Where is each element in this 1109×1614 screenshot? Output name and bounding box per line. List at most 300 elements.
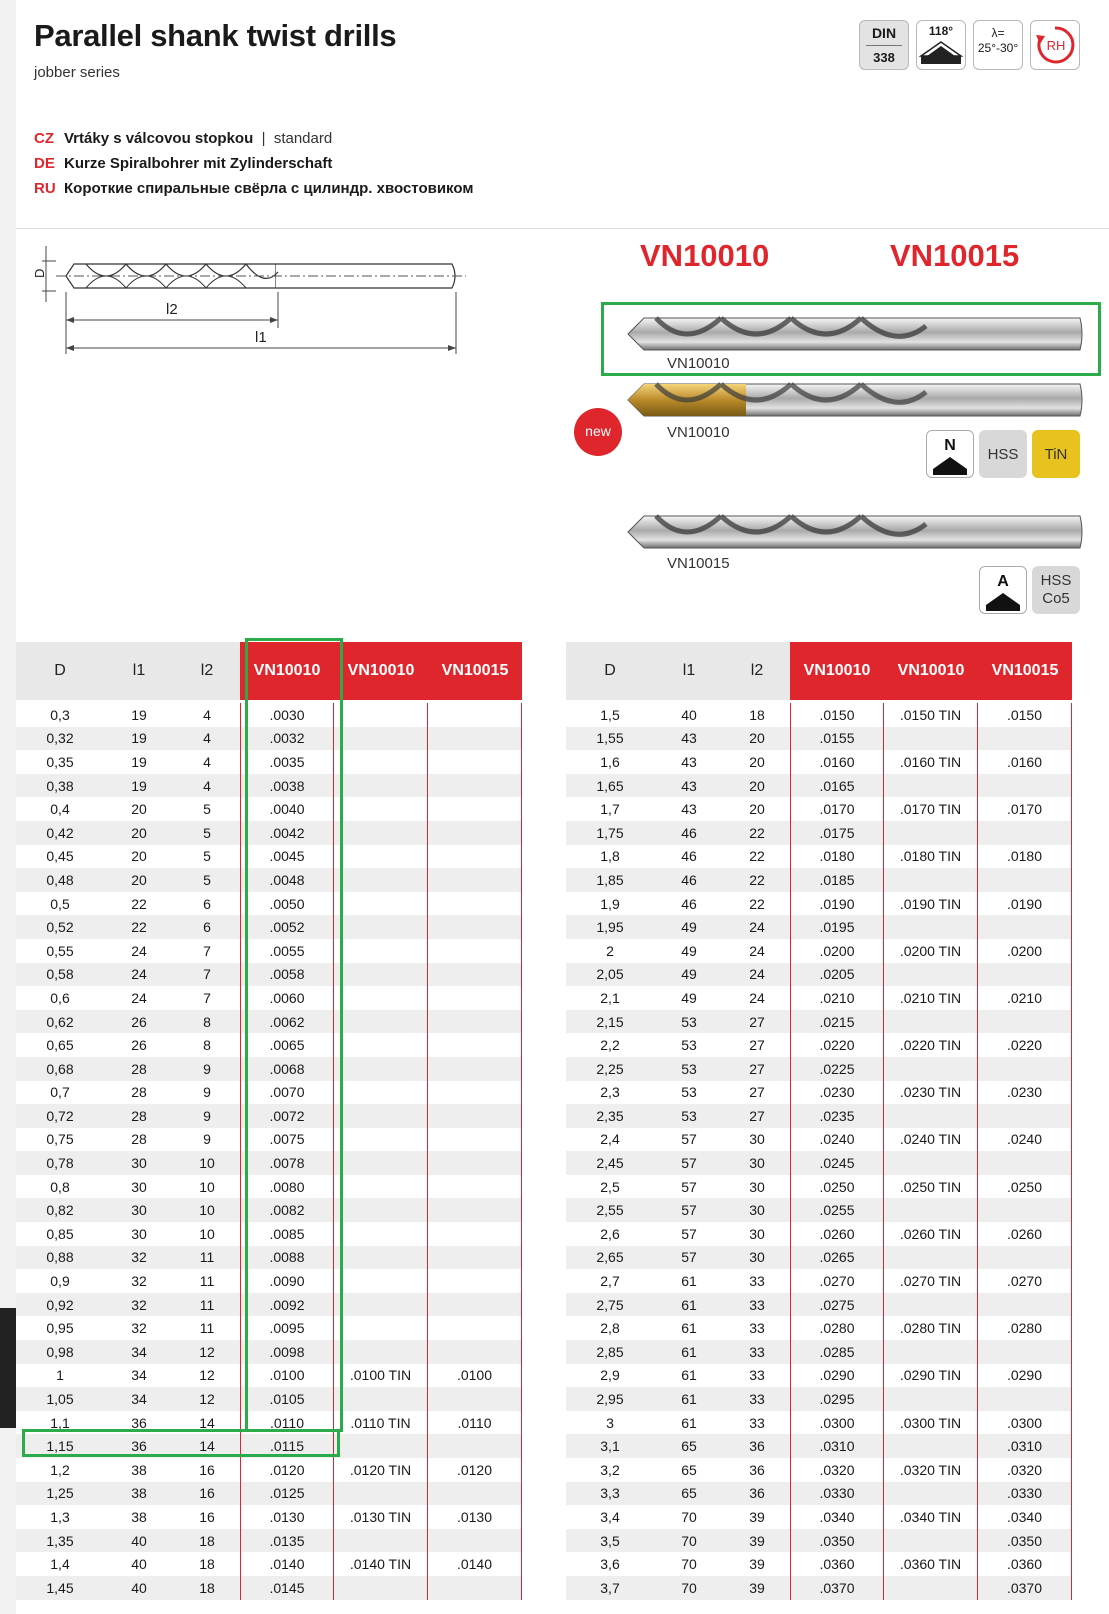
table-cell: 20: [749, 730, 765, 747]
table-cell: 22: [749, 871, 765, 888]
table-cell: 0,48: [46, 871, 74, 888]
table-cell: .0310: [790, 1434, 884, 1458]
table-cell: 57: [681, 1202, 697, 1219]
table-cell: 49: [681, 919, 697, 936]
table-cell: [978, 1057, 1072, 1081]
svg-text:RH: RH: [1046, 38, 1066, 53]
table-cell: 0,6: [50, 989, 70, 1006]
table-cell: .0050: [240, 892, 334, 916]
table-cell: 24: [749, 989, 765, 1006]
product-code-vn10015: VN10015: [890, 238, 1020, 273]
table-row: [16, 1576, 522, 1600]
table-cell: 27: [749, 1060, 765, 1077]
table-cell: [334, 797, 428, 821]
table-cell: [334, 1529, 428, 1553]
table-cell: 0,82: [46, 1202, 74, 1219]
table-cell: [884, 868, 978, 892]
table-row: [566, 703, 1072, 727]
table-cell: 2,5: [600, 1178, 620, 1195]
table-cell: [334, 1198, 428, 1222]
table-row: [566, 1387, 1072, 1411]
spec-badges: [859, 20, 1080, 70]
table-cell: 1,5: [600, 706, 620, 723]
svg-text:l2: l2: [166, 301, 178, 318]
table-cell: 1,65: [596, 777, 624, 794]
table-cell: .0120 TIN: [334, 1458, 428, 1482]
table-cell: 28: [131, 1131, 147, 1148]
table-row: [566, 892, 1072, 916]
rotation-badge: [1030, 20, 1080, 70]
table-cell: 27: [749, 1037, 765, 1054]
table-cell: .0030: [240, 703, 334, 727]
table-cell: 1,4: [50, 1556, 70, 1573]
table-cell: [884, 1151, 978, 1175]
table-cell: 34: [131, 1343, 147, 1360]
table-cell: 18: [199, 1579, 215, 1596]
table-cell: [428, 821, 522, 845]
table-cell: .0340: [978, 1505, 1072, 1529]
drill-caption-1: VN10010: [667, 355, 730, 372]
table-cell: .0032: [240, 727, 334, 751]
table-cell: [884, 1434, 978, 1458]
table-cell: 7: [203, 989, 211, 1006]
table-cell: 65: [681, 1485, 697, 1502]
table-cell: 0,52: [46, 919, 74, 936]
material-badges-2: [979, 566, 1080, 614]
drill-dimension-diagram: [26, 242, 466, 367]
table-cell: .0055: [240, 939, 334, 963]
table-cell: 14: [199, 1438, 215, 1455]
table-cell: 6: [203, 895, 211, 912]
table-cell: 18: [199, 1556, 215, 1573]
table-cell: [334, 1151, 428, 1175]
table-cell: 3,2: [600, 1461, 620, 1478]
table-cell: 43: [681, 801, 697, 818]
table-cell: .0100: [240, 1364, 334, 1388]
table-cell: [334, 1316, 428, 1340]
table-cell: 2,75: [596, 1296, 624, 1313]
table-cell: 2,35: [596, 1107, 624, 1124]
table-cell: 2,9: [600, 1367, 620, 1384]
table-row: [566, 1222, 1072, 1246]
table-cell: 70: [681, 1579, 697, 1596]
table-cell: 1,75: [596, 824, 624, 841]
table-cell: [884, 1010, 978, 1034]
table-cell: 57: [681, 1249, 697, 1266]
new-badge: new: [574, 408, 622, 456]
table-cell: 33: [749, 1273, 765, 1290]
table-cell: .0340: [790, 1505, 884, 1529]
table-cell: .0170 TIN: [884, 797, 978, 821]
table-cell: .0250 TIN: [884, 1175, 978, 1199]
table-cell: .0210: [790, 986, 884, 1010]
table-cell: 7: [203, 942, 211, 959]
table-cell: .0150: [978, 703, 1072, 727]
table-cell: .0080: [240, 1175, 334, 1199]
table-cell: [884, 774, 978, 798]
table-cell: 3,4: [600, 1508, 620, 1525]
table-cell: [884, 1576, 978, 1600]
table-cell: .0048: [240, 868, 334, 892]
table-cell: [428, 1151, 522, 1175]
table-header: [566, 642, 1072, 700]
table-cell: 10: [199, 1202, 215, 1219]
lang-code: DE: [34, 155, 55, 172]
drill-image-tin: [626, 378, 1084, 422]
table-cell: 61: [681, 1391, 697, 1408]
table-cell: 2,7: [600, 1273, 620, 1290]
table-cell: [334, 1482, 428, 1506]
table-cell: .0195: [790, 915, 884, 939]
table-cell: 3: [606, 1414, 614, 1431]
table-cell: [884, 1529, 978, 1553]
table-cell: 24: [131, 989, 147, 1006]
table-cell: 0,9: [50, 1273, 70, 1290]
table-cell: 33: [749, 1414, 765, 1431]
lang-code: RU: [34, 180, 56, 197]
table-cell: .0150 TIN: [884, 703, 978, 727]
table-cell: 61: [681, 1414, 697, 1431]
table-cell: .0160: [790, 750, 884, 774]
table-cell: 14: [199, 1414, 215, 1431]
table-cell: 1,6: [600, 753, 620, 770]
column-header: l2: [750, 662, 764, 679]
table-cell: 0,45: [46, 848, 74, 865]
table-cell: .0065: [240, 1033, 334, 1057]
table-cell: 1,05: [46, 1391, 74, 1408]
table-cell: 0,5: [50, 895, 70, 912]
table-cell: 0,65: [46, 1037, 74, 1054]
table-cell: [334, 1104, 428, 1128]
table-cell: 1: [56, 1367, 64, 1384]
table-cell: 70: [681, 1556, 697, 1573]
table-cell: [978, 1293, 1072, 1317]
table-cell: .0270 TIN: [884, 1269, 978, 1293]
table-cell: [428, 727, 522, 751]
table-cell: 28: [131, 1060, 147, 1077]
table-cell: 33: [749, 1367, 765, 1384]
column-header: l1: [132, 662, 146, 679]
table-cell: 0,4: [50, 801, 70, 818]
table-cell: .0330: [978, 1482, 1072, 1506]
table-cell: [334, 1293, 428, 1317]
table-cell: 30: [749, 1249, 765, 1266]
table-cell: [884, 1057, 978, 1081]
table-cell: 24: [131, 942, 147, 959]
table-cell: .0205: [790, 963, 884, 987]
table-cell: [428, 1104, 522, 1128]
table-cell: [334, 1340, 428, 1364]
page-title: Parallel shank twist drills: [34, 18, 397, 53]
table-cell: 2,05: [596, 966, 624, 983]
material-badges-1: [926, 430, 1080, 478]
din-badge: DIN 338: [859, 20, 909, 70]
table-cell: 61: [681, 1320, 697, 1337]
table-cell: .0320 TIN: [884, 1458, 978, 1482]
table-cell: .0040: [240, 797, 334, 821]
drill-caption-2: VN10010: [667, 424, 730, 441]
table-row: [566, 797, 1072, 821]
table-cell: 57: [681, 1131, 697, 1148]
highlight-row-1-15: [22, 1429, 340, 1457]
table-cell: 1,95: [596, 919, 624, 936]
table-cell: 40: [131, 1579, 147, 1596]
column-header: D: [604, 662, 616, 679]
table-cell: .0265: [790, 1246, 884, 1270]
table-cell: [978, 727, 1072, 751]
table-cell: .0088: [240, 1246, 334, 1270]
table-cell: 0,88: [46, 1249, 74, 1266]
table-cell: .0068: [240, 1057, 334, 1081]
table-cell: .0135: [240, 1529, 334, 1553]
column-header: VN10015: [428, 642, 522, 700]
table-cell: [884, 1340, 978, 1364]
table-cell: 0,42: [46, 824, 74, 841]
table-cell: .0210: [978, 986, 1072, 1010]
table-cell: 1,8: [600, 848, 620, 865]
table-cell: 8: [203, 1013, 211, 1030]
highlight-column-vn10010: [245, 638, 343, 1432]
table-cell: .0045: [240, 845, 334, 869]
table-cell: [428, 1576, 522, 1600]
table-cell: .0295: [790, 1387, 884, 1411]
table-cell: 28: [131, 1107, 147, 1124]
column-header: VN10010: [884, 642, 978, 700]
table-cell: [428, 1081, 522, 1105]
table-cell: .0090: [240, 1269, 334, 1293]
table-cell: .0100 TIN: [334, 1364, 428, 1388]
table-cell: [334, 1387, 428, 1411]
table-cell: [334, 1246, 428, 1270]
table-cell: .0360: [790, 1552, 884, 1576]
table-cell: 5: [203, 801, 211, 818]
table-cell: 0,78: [46, 1155, 74, 1172]
table-cell: 30: [749, 1155, 765, 1172]
table-cell: .0098: [240, 1340, 334, 1364]
table-cell: 16: [199, 1461, 215, 1478]
table-cell: .0250: [790, 1175, 884, 1199]
table-cell: .0042: [240, 821, 334, 845]
table-cell: 2,8: [600, 1320, 620, 1337]
table-cell: .0230 TIN: [884, 1081, 978, 1105]
point-angle-icon: [917, 38, 965, 66]
table-cell: .0240: [790, 1128, 884, 1152]
table-cell: .0140 TIN: [334, 1552, 428, 1576]
table-cell: .0140: [428, 1552, 522, 1576]
table-cell: .0370: [978, 1576, 1072, 1600]
table-cell: [884, 1246, 978, 1270]
table-cell: [428, 1222, 522, 1246]
table-cell: [428, 963, 522, 987]
table-row: [566, 1198, 1072, 1222]
table-cell: .0300: [790, 1411, 884, 1435]
lang-text: Vrtáky s válcovou stopkou: [64, 130, 254, 147]
table-cell: 33: [749, 1320, 765, 1337]
table-cell: 9: [203, 1084, 211, 1101]
table-cell: 2,25: [596, 1060, 624, 1077]
table-cell: [428, 1033, 522, 1057]
table-cell: .0235: [790, 1104, 884, 1128]
table-cell: .0100: [428, 1364, 522, 1388]
table-row: [566, 1340, 1072, 1364]
table-cell: 2,4: [600, 1131, 620, 1148]
table-row: [566, 750, 1072, 774]
table-cell: 53: [681, 1060, 697, 1077]
table-cell: 33: [749, 1343, 765, 1360]
table-cell: .0062: [240, 1010, 334, 1034]
table-cell: 26: [131, 1013, 147, 1030]
table-cell: [334, 939, 428, 963]
table-cell: .0120: [240, 1458, 334, 1482]
table-cell: 12: [199, 1367, 215, 1384]
table-cell: .0330: [790, 1482, 884, 1506]
table-cell: .0130: [428, 1505, 522, 1529]
table-cell: 1,55: [596, 730, 624, 747]
table-row: [566, 1151, 1072, 1175]
table-cell: .0285: [790, 1340, 884, 1364]
table-cell: 57: [681, 1155, 697, 1172]
table-row: [566, 868, 1072, 892]
table-cell: 1,1: [50, 1414, 70, 1431]
table-row: [566, 1128, 1072, 1152]
table-cell: [428, 915, 522, 939]
table-cell: .0085: [240, 1222, 334, 1246]
table-cell: 11: [199, 1249, 215, 1266]
table-cell: .0320: [978, 1458, 1072, 1482]
table-cell: 61: [681, 1296, 697, 1313]
table-cell: [428, 1010, 522, 1034]
table-row: [566, 845, 1072, 869]
table-cell: 26: [131, 1037, 147, 1054]
table-cell: [884, 1387, 978, 1411]
table-cell: [334, 1057, 428, 1081]
table-row: [566, 1057, 1072, 1081]
table-cell: .0130 TIN: [334, 1505, 428, 1529]
table-cell: [334, 1576, 428, 1600]
table-cell: 38: [131, 1508, 147, 1525]
table-row: [566, 1482, 1072, 1506]
table-cell: .0360 TIN: [884, 1552, 978, 1576]
table-cell: 30: [131, 1178, 147, 1195]
table-cell: 5: [203, 848, 211, 865]
table-cell: 65: [681, 1438, 697, 1455]
column-header: D: [54, 662, 66, 679]
table-cell: 22: [131, 895, 147, 912]
table-cell: 20: [131, 801, 147, 818]
table-cell: 0,85: [46, 1225, 74, 1242]
rotation-icon: [1031, 21, 1079, 69]
table-cell: [428, 774, 522, 798]
table-cell: 40: [681, 706, 697, 723]
table-row: [566, 986, 1072, 1010]
table-cell: [884, 1104, 978, 1128]
table-cell: .0170: [790, 797, 884, 821]
table-cell: .0078: [240, 1151, 334, 1175]
table-cell: .0245: [790, 1151, 884, 1175]
table-cell: 49: [681, 942, 697, 959]
table-cell: 20: [749, 753, 765, 770]
table-cell: [884, 1198, 978, 1222]
drill-caption-3: VN10015: [667, 555, 730, 572]
table-cell: .0038: [240, 774, 334, 798]
table-cell: .0280 TIN: [884, 1316, 978, 1340]
table-cell: [428, 845, 522, 869]
table-cell: 2,65: [596, 1249, 624, 1266]
header-divider: [16, 228, 1109, 229]
table-cell: 20: [749, 801, 765, 818]
table-cell: 5: [203, 871, 211, 888]
table-cell: [334, 1434, 428, 1458]
table-cell: [978, 1151, 1072, 1175]
table-cell: 46: [681, 848, 697, 865]
table-cell: 39: [749, 1579, 765, 1596]
table-cell: 1,2: [50, 1461, 70, 1478]
column-header: VN10010: [334, 642, 428, 700]
table-cell: 36: [749, 1438, 765, 1455]
table-cell: 40: [131, 1556, 147, 1573]
table-row: [16, 1482, 522, 1506]
table-cell: 1,7: [600, 801, 620, 818]
drill-image-hssco: [626, 510, 1084, 554]
table-cell: .0215: [790, 1010, 884, 1034]
table-cell: .0350: [978, 1529, 1072, 1553]
table-cell: 43: [681, 777, 697, 794]
table-cell: [978, 868, 1072, 892]
table-cell: [978, 1387, 1072, 1411]
table-cell: .0035: [240, 750, 334, 774]
table-cell: .0250: [978, 1175, 1072, 1199]
table-row: [566, 1293, 1072, 1317]
table-cell: [334, 1175, 428, 1199]
table-cell: 32: [131, 1296, 147, 1313]
table-cell: 32: [131, 1320, 147, 1337]
table-cell: .0185: [790, 868, 884, 892]
table-row: [566, 1081, 1072, 1105]
point-angle-badge: 118°: [916, 20, 966, 70]
table-cell: [978, 1340, 1072, 1364]
table-cell: 30: [749, 1178, 765, 1195]
table-cell: [428, 797, 522, 821]
table-cell: [428, 1316, 522, 1340]
table-cell: [428, 1246, 522, 1270]
table-cell: 27: [749, 1084, 765, 1101]
table-cell: [334, 774, 428, 798]
table-cell: 32: [131, 1249, 147, 1266]
table-cell: 33: [749, 1391, 765, 1408]
table-cell: 0,72: [46, 1107, 74, 1124]
table-cell: 61: [681, 1273, 697, 1290]
table-cell: 2,2: [600, 1037, 620, 1054]
lang-text: Короткие спиральные свёрла с цилиндр. хвостовиком: [64, 180, 474, 197]
table-cell: .0260: [978, 1222, 1072, 1246]
table-cell: [884, 1482, 978, 1506]
table-cell: .0275: [790, 1293, 884, 1317]
table-cell: .0350: [790, 1529, 884, 1553]
table-cell: .0260 TIN: [884, 1222, 978, 1246]
table-cell: .0310: [978, 1434, 1072, 1458]
table-cell: .0200: [978, 939, 1072, 963]
table-cell: 36: [131, 1438, 147, 1455]
table-cell: .0220: [978, 1033, 1072, 1057]
table-cell: 10: [199, 1155, 215, 1172]
table-cell: .0110: [428, 1411, 522, 1435]
table-cell: 11: [199, 1320, 215, 1337]
table-cell: 2,15: [596, 1013, 624, 1030]
table-cell: .0280: [978, 1316, 1072, 1340]
svg-text:l1: l1: [255, 329, 267, 346]
table-cell: .0115: [240, 1434, 334, 1458]
table-cell: .0058: [240, 963, 334, 987]
